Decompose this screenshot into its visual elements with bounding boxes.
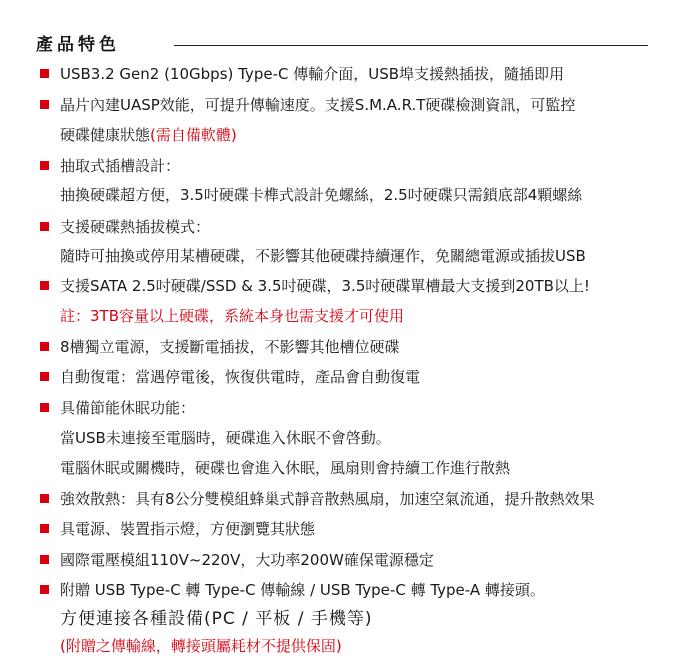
feature-uasp bbox=[0, 91, 700, 119]
bullet-icon bbox=[40, 69, 49, 78]
feature-cooling bbox=[0, 485, 700, 513]
feature-indicator bbox=[0, 515, 700, 543]
feature-usb bbox=[0, 60, 700, 88]
feature-text: 國際電壓模組110V~220V，大功率200W確保電源穩定 bbox=[60, 551, 434, 569]
feature-power bbox=[0, 333, 700, 361]
bullet-icon bbox=[40, 494, 49, 503]
feature-text: 支援硬碟熱插拔模式： bbox=[60, 218, 211, 236]
section-title: 產品特色 bbox=[36, 35, 120, 55]
bullet-icon bbox=[40, 342, 49, 351]
feature-sleep bbox=[0, 394, 700, 422]
feature-capacity-note bbox=[0, 302, 700, 330]
bullet-icon bbox=[40, 161, 49, 170]
devices-text: 方便連接各種設備(PC / 平板 / 手機等) bbox=[60, 609, 373, 629]
feature-uasp-continued bbox=[0, 121, 700, 149]
feature-text-continued bbox=[60, 121, 237, 149]
feature-text: USB3.2 Gen2 (10Gbps) Type-C 傳輸介面，USB埠支援熱插拔，隨插即用 bbox=[60, 65, 565, 83]
bullet-icon bbox=[40, 281, 49, 290]
feature-text: 具備節能休眠功能： bbox=[60, 399, 196, 417]
bullet-icon bbox=[40, 524, 49, 533]
feature-auto-power bbox=[0, 363, 700, 391]
uasp-status-text: 硬碟健康狀態 bbox=[60, 126, 151, 144]
feature-text: 具電源、裝置指示燈，方便瀏覽其狀態 bbox=[60, 520, 316, 538]
feature-text: 強效散熱：具有8公分雙模組蜂巢式靜音散熱風扇，加速空氣流通，提升散熱效果 bbox=[60, 490, 595, 508]
bullet-icon bbox=[40, 372, 49, 381]
feature-sleep-desc-1 bbox=[0, 424, 700, 452]
feature-psu bbox=[0, 546, 700, 574]
feature-devices bbox=[0, 605, 700, 633]
bullet-icon bbox=[40, 403, 49, 412]
feature-hotswap-desc bbox=[0, 242, 700, 270]
bullet-icon bbox=[40, 222, 49, 231]
cable-note-text: (附贈之傳輸線，轉接頭屬耗材不提供保固) bbox=[60, 637, 342, 655]
feature-slot-desc bbox=[0, 181, 700, 209]
bullet-icon bbox=[40, 100, 49, 109]
bullet-icon bbox=[40, 555, 49, 564]
feature-cable-note bbox=[0, 632, 700, 660]
feature-text: 自動復電：當遇停電後，恢復供電時，產品會自動復電 bbox=[60, 368, 421, 386]
bullet-icon bbox=[40, 585, 49, 594]
feature-hotswap bbox=[0, 213, 700, 241]
feature-text-continued: 抽換硬碟超方便，3.5吋硬碟卡榫式設計免螺絲，2.5吋硬碟只需鎖底部4顆螺絲 bbox=[60, 186, 583, 204]
feature-text-continued: 隨時可抽換或停用某槽硬碟，不影響其他硬碟持續運作，免關總電源或插拔USB bbox=[60, 247, 586, 265]
capacity-note-text: 註：3TB容量以上硬碟，系統本身也需支援才可使用 bbox=[60, 307, 404, 325]
feature-slot bbox=[0, 152, 700, 180]
software-note: (需自備軟體) bbox=[150, 126, 237, 144]
feature-cable bbox=[0, 576, 700, 604]
feature-text: 附贈 USB Type-C 轉 Type-C 傳輸線 / USB Type-C 轉 Type-A 轉接頭。 bbox=[60, 581, 545, 599]
feature-sleep-desc-2 bbox=[0, 454, 700, 482]
feature-text: 支援SATA 2.5吋硬碟/SSD & 3.5吋硬碟，3.5吋硬碟單槽最大支援到20TB以上! bbox=[60, 277, 590, 295]
feature-text: 8槽獨立電源，支援斷電插拔，不影響其他槽位硬碟 bbox=[60, 338, 400, 356]
feature-text: 抽取式插槽設計： bbox=[60, 157, 181, 175]
feature-text-continued: 當USB未連接至電腦時，硬碟進入休眠不會啓動。 bbox=[60, 429, 391, 447]
feature-text: 晶片內建UASP效能，可提升傳輸速度。支援S.M.A.R.T硬碟檢測資訊，可監控 bbox=[60, 96, 576, 114]
feature-capacity bbox=[0, 272, 700, 300]
feature-text-continued: 電腦休眠或關機時，硬碟也會進入休眠，風扇則會持續工作進行散熱 bbox=[60, 459, 511, 477]
